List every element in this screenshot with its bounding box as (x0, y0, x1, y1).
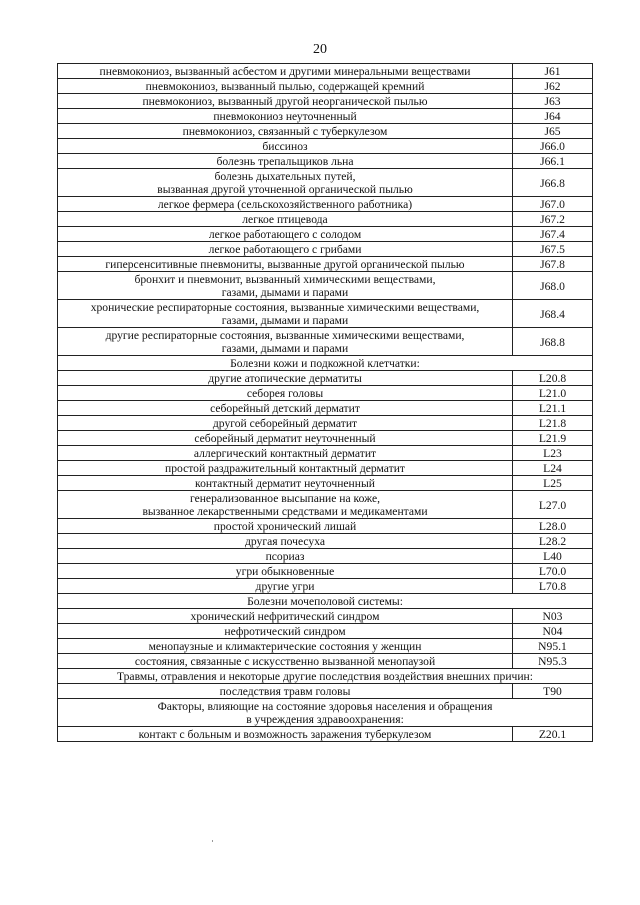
text-line: контакт с больным и возможность заражения туберкулезом (138, 728, 432, 741)
table-row (58, 549, 593, 564)
table-row (58, 197, 593, 212)
icd-code: J62 (513, 79, 593, 94)
table-row (58, 431, 593, 446)
icd-code: J67.4 (513, 227, 593, 242)
icd-code: J68.0 (513, 272, 593, 300)
text-line: газами, дымами и парами (221, 286, 349, 299)
icd-code: J63 (513, 94, 593, 109)
icd-code: L25 (513, 476, 593, 491)
text-line: простой хронический лишай (213, 520, 357, 533)
icd-code: L23 (513, 446, 593, 461)
icd-code: J64 (513, 109, 593, 124)
condition-description (58, 654, 513, 669)
table-row (58, 154, 593, 169)
condition-description (58, 272, 513, 300)
table-row (58, 446, 593, 461)
condition-description (58, 609, 513, 624)
text-line: себорейный дерматит неуточненный (194, 432, 376, 445)
condition-description (58, 727, 513, 742)
text-line: генерализованное высыпание на коже, (189, 492, 380, 505)
text-line: легкое птицевода (242, 213, 328, 226)
table-row (58, 639, 593, 654)
condition-description (58, 94, 513, 109)
condition-description (58, 124, 513, 139)
table-row (58, 519, 593, 534)
scan-speck (212, 840, 213, 842)
text-line: другая почесуха (244, 535, 326, 548)
section-title (58, 594, 593, 609)
icd-code: L28.2 (513, 534, 593, 549)
table-row (58, 109, 593, 124)
section-header-row (58, 594, 593, 609)
table-row (58, 476, 593, 491)
text-line: пневмокониоз, вызванный пылью, содержащей кремний (145, 80, 425, 93)
icd-code: J66.8 (513, 169, 593, 197)
text-line: состояния, связанные с искусственно вызванной менопаузой (134, 655, 436, 668)
table-row (58, 684, 593, 699)
text-line: пневмокониоз, вызванный асбестом и другими минеральными веществами (99, 65, 471, 78)
icd-code: L27.0 (513, 491, 593, 519)
table-row (58, 139, 593, 154)
text-line: контактный дерматит неуточненный (195, 477, 375, 490)
table-row (58, 257, 593, 272)
condition-description (58, 109, 513, 124)
icd-code: J66.0 (513, 139, 593, 154)
table-row (58, 727, 593, 742)
icd-code: J67.2 (513, 212, 593, 227)
table-row (58, 491, 593, 519)
text-line: легкое работающего с грибами (208, 243, 362, 256)
icd-code: L70.8 (513, 579, 593, 594)
icd-code: J65 (513, 124, 593, 139)
table-row (58, 272, 593, 300)
table-row (58, 371, 593, 386)
icd-code: L28.0 (513, 519, 593, 534)
condition-description (58, 639, 513, 654)
icd-code: J67.0 (513, 197, 593, 212)
icd-code: J66.1 (513, 154, 593, 169)
text-line: биссиноз (262, 140, 308, 153)
text-line: болезнь трепальщиков льна (216, 155, 354, 168)
table-row (58, 461, 593, 476)
table-row (58, 227, 593, 242)
text-line: менопаузные и климактерические состояния у женщин (148, 640, 422, 653)
table-row (58, 212, 593, 227)
table-row (58, 654, 593, 669)
text-line: другие угри (255, 580, 315, 593)
table-row (58, 64, 593, 79)
condition-description (58, 242, 513, 257)
text-line: пневмокониоз неуточненный (213, 110, 357, 123)
section-title (58, 669, 593, 684)
text-line: в учреждения здравоохранения: (246, 713, 404, 726)
text-line: себорея головы (246, 387, 324, 400)
condition-description (58, 371, 513, 386)
section-header-row (58, 356, 593, 371)
condition-description (58, 549, 513, 564)
condition-description (58, 624, 513, 639)
condition-description (58, 197, 513, 212)
text-line: псориаз (265, 550, 305, 563)
icd-code: J68.8 (513, 328, 593, 356)
icd-code: J67.5 (513, 242, 593, 257)
text-line: пневмокониоз, вызванный другой неорганической пылью (142, 95, 428, 108)
table-row (58, 124, 593, 139)
icd-code: L21.0 (513, 386, 593, 401)
icd-code: T90 (513, 684, 593, 699)
table-row (58, 242, 593, 257)
condition-description (58, 431, 513, 446)
text-line: простой раздражительный контактный дерматит (165, 462, 405, 475)
condition-description (58, 139, 513, 154)
icd-code: J61 (513, 64, 593, 79)
condition-description (58, 169, 513, 197)
text-line: хронический нефритический синдром (190, 610, 380, 623)
icd-code: L21.8 (513, 416, 593, 431)
condition-description (58, 227, 513, 242)
text-line: последствия травм головы (219, 685, 351, 698)
text-line: Факторы, влияющие на состояние здоровья населения и обращения (157, 700, 493, 713)
condition-description (58, 212, 513, 227)
table-row (58, 79, 593, 94)
condition-description (58, 386, 513, 401)
text-line: гиперсенситивные пневмониты, вызванные другой органической пылью (105, 258, 465, 271)
text-line: Болезни мочеполовой системы: (247, 595, 403, 608)
condition-description (58, 446, 513, 461)
condition-description (58, 491, 513, 519)
diagnosis-code-table (57, 63, 593, 742)
condition-description (58, 64, 513, 79)
text-line: легкое работающего с солодом (208, 228, 362, 241)
text-line: другие респираторные состояния, вызванные химическими веществами, (105, 329, 465, 342)
icd-code: L20.8 (513, 371, 593, 386)
text-line: другой себорейный дерматит (212, 417, 358, 430)
text-line: хронические респираторные состояния, вызванные химическими веществами, (90, 301, 480, 314)
table-row (58, 328, 593, 356)
table-row (58, 386, 593, 401)
icd-code: N03 (513, 609, 593, 624)
text-line: аллергический контактный дерматит (193, 447, 377, 460)
text-line: Травмы, отравления и некоторые другие последствия воздействия внешних причин: (117, 670, 533, 683)
table-row (58, 169, 593, 197)
text-line: легкое фермера (сельскохозяйственного работника) (157, 198, 413, 211)
text-line: себорейный детский дерматит (210, 402, 360, 415)
condition-description (58, 519, 513, 534)
table-row (58, 579, 593, 594)
icd-code: L24 (513, 461, 593, 476)
condition-description (58, 416, 513, 431)
text-line: вызванная другой уточненной органической пылью (157, 183, 413, 196)
section-header-row (58, 669, 593, 684)
condition-description (58, 328, 513, 356)
text-line: болезнь дыхательных путей, (214, 170, 356, 183)
icd-code: J68.4 (513, 300, 593, 328)
icd-code: L40 (513, 549, 593, 564)
text-line: вызванное лекарственными средствами и медикаментами (142, 505, 428, 518)
text-line: угри обыкновенные (235, 565, 335, 578)
icd-code: L21.1 (513, 401, 593, 416)
icd-code: N04 (513, 624, 593, 639)
page-number: 20 (313, 42, 327, 57)
table-row (58, 416, 593, 431)
condition-description (58, 300, 513, 328)
table-body (58, 64, 593, 742)
icd-code: Z20.1 (513, 727, 593, 742)
text-line: газами, дымами и парами (221, 342, 349, 355)
section-header-row (58, 699, 593, 727)
text-line: газами, дымами и парами (221, 314, 349, 327)
icd-code: N95.1 (513, 639, 593, 654)
table-row (58, 534, 593, 549)
condition-description (58, 564, 513, 579)
table-row (58, 624, 593, 639)
section-title (58, 699, 593, 727)
condition-description (58, 684, 513, 699)
condition-description (58, 154, 513, 169)
text-line: Болезни кожи и подкожной клетчатки: (230, 357, 420, 370)
condition-description (58, 401, 513, 416)
icd-code: N95.3 (513, 654, 593, 669)
condition-description (58, 534, 513, 549)
text-line: бронхит и пневмонит, вызванный химическими веществами, (134, 273, 436, 286)
section-title (58, 356, 593, 371)
table-row (58, 94, 593, 109)
table-row (58, 401, 593, 416)
text-line: пневмокониоз, связанный с туберкулезом (182, 125, 388, 138)
condition-description (58, 79, 513, 94)
icd-code: L21.9 (513, 431, 593, 446)
table-row (58, 300, 593, 328)
condition-description (58, 476, 513, 491)
condition-description (58, 461, 513, 476)
icd-code: L70.0 (513, 564, 593, 579)
table-row (58, 564, 593, 579)
text-line: нефротический синдром (224, 625, 346, 638)
icd-code: J67.8 (513, 257, 593, 272)
condition-description (58, 579, 513, 594)
text-line: другие атопические дерматиты (208, 372, 362, 385)
condition-description (58, 257, 513, 272)
table-row (58, 609, 593, 624)
